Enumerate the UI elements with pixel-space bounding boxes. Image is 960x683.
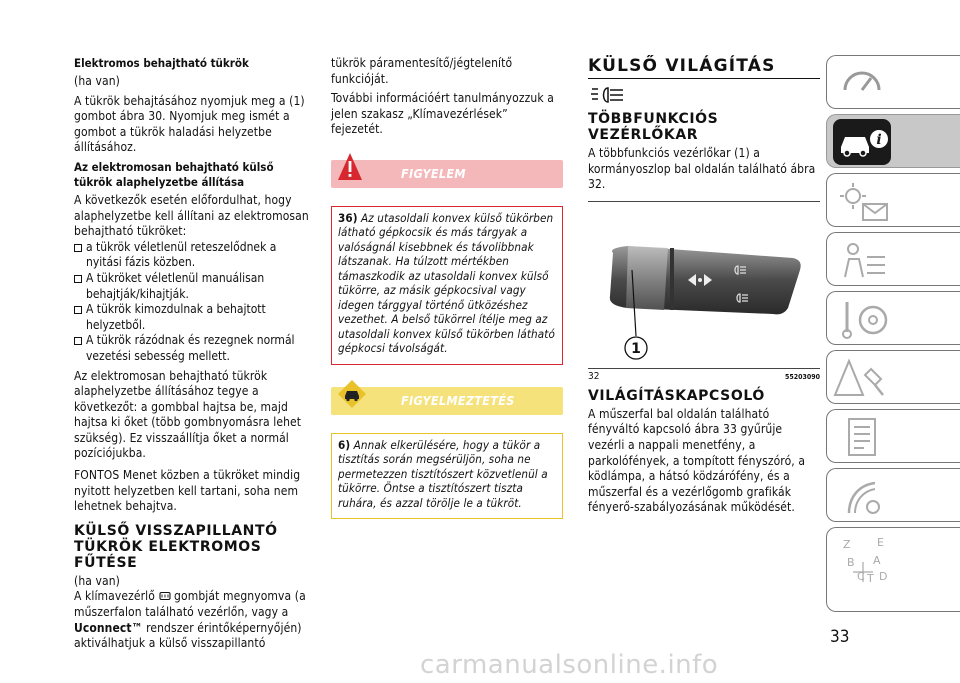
svg-text:B: B — [847, 556, 855, 569]
watermark: carmanualsonline.info — [420, 650, 719, 680]
svg-text:i: i — [876, 132, 882, 148]
list-item: A tükröket véletlenül manuálisan behajtják/kihajtják. — [74, 271, 310, 302]
svg-text:T: T — [867, 572, 874, 585]
safety-icon — [833, 237, 891, 283]
dashboard-icon — [833, 60, 891, 106]
svg-text:D: D — [879, 570, 888, 583]
sidebar-tab-vehicle-info[interactable] — [826, 114, 960, 168]
text-if-equipped: (ha van) — [74, 74, 120, 88]
list-item: A tükrök rázódnak és rezegnek normál vezetési sebesség mellett. — [74, 333, 310, 364]
checkbox-bullet-icon — [74, 337, 82, 345]
caution-car-icon — [337, 379, 367, 409]
emergency-icon — [833, 355, 891, 401]
figure-caption — [588, 371, 820, 382]
sidebar-tab-index[interactable] — [826, 527, 960, 612]
caution-box: 6) Annak elkerülésére, hogy a tükör a tisztítás során megsérüljön, soha ne permetezzen tisztítószert közvetlenül a tükörre. Öntse a tisztítószert tiszta ruhára, és azzal törölje le a tükröt. — [331, 433, 563, 520]
sidebar-tab-emergency[interactable] — [826, 350, 960, 404]
heading-folding-mirrors: Elektromos behajtható tükrök — [74, 56, 249, 70]
svg-text:C: C — [857, 570, 865, 583]
caution-header — [331, 379, 563, 427]
text-defrost-function: tükrök páramentesítő/jégtelenítő funkcióját. — [331, 56, 513, 86]
text-folding-instructions: A tükrök behajtásához nyomjuk meg a (1) gombot ábra 30. Nyomjuk meg ismét a gombot a tükrök haladási helyzetbe állításához. — [74, 93, 305, 155]
maintenance-icon — [833, 414, 891, 460]
text-more-info: További információért tanulmányozzuk a jelen szakasz „Klímavezérlések” fejezetét. — [331, 91, 554, 137]
svg-text:E: E — [877, 536, 884, 549]
text-light-switch: A műszerfal bal oldalán található fényváltó kapcsoló ábra 33 gyűrűje vezérli a nappali menetfény, a parkolófények, a tompított fényszóró, a ködlámpa, a hátsó ködzárófény, és a műszerfal és a vezérlőgomb grafikák fényerő-szabályozásának működését. — [588, 406, 806, 515]
column-1 — [74, 56, 310, 656]
page-number: 33 — [830, 627, 850, 647]
heading-multifunction-lever: TÖBBFUNKCIÓS VEZÉRLŐKAR — [588, 111, 719, 143]
sidebar-tab-warning-lights[interactable] — [826, 173, 960, 227]
checkbox-bullet-icon — [74, 275, 82, 283]
multimedia-icon — [833, 473, 891, 519]
figure-number: 32 — [588, 370, 600, 382]
sidebar-tab-safety[interactable] — [826, 232, 960, 286]
text-heated-mirror-instructions: A klímavezérlő gombját megnyomva (a műszerfalon található vezérlőn, vagy a Uconnect™ rendszer érintőképernyőjén) aktiválhatjuk a külső visszapillantó — [74, 589, 306, 651]
warning-label: FIGYELEM — [401, 165, 466, 181]
warning-header — [331, 152, 563, 200]
sidebar-tab-maintenance[interactable] — [826, 409, 960, 463]
alphabet-index-icon — [833, 532, 891, 608]
caution-label: FIGYELMEZTETÉS — [401, 392, 515, 408]
warning-box: 36) Az utasoldali konvex külső tükörben látható gépkocsik és más tárgyak a valóságnál kisebbnek és távolibbnak látszanak. Ha túlzott mértékben támaszkodik az utasoldali konvex külső tükörre, az másik gépkocsival vagy idegen tárggyal történő ütközéshez vezethet. A belső tükörrel ítélje meg az utasoldali konvex külső tükörben látható gépkocsi távolságát. — [331, 206, 563, 365]
car-info-icon — [833, 119, 891, 165]
warning-lights-icon — [833, 178, 891, 224]
checkbox-bullet-icon — [74, 244, 82, 252]
heading-heated-mirrors: KÜLSŐ VISSZAPILLANTÓ TÜKRÖK ELEKTROMOS FŰTÉSE — [74, 522, 278, 571]
steering-wheel-icon — [833, 296, 891, 342]
sidebar-tab-dashboard[interactable] — [826, 55, 960, 109]
text-reset-intro: A következők esetén előfordulhat, hogy alaphelyzetbe kell állítani az elektromosan behajtható tükröket: — [74, 192, 309, 239]
text-lever-location: A többfunkciós vezérlőkar (1) a kormányoszlop bal oldalán található ábra 32. — [588, 146, 816, 192]
text-if-equipped-2: (ha van) — [74, 573, 120, 588]
svg-text:A: A — [873, 554, 881, 567]
checkbox-bullet-icon — [74, 306, 82, 314]
column-2 — [331, 56, 563, 527]
figure-multifunction-lever — [588, 208, 814, 368]
list-item: A tükrök kimozdulnak a behajtott helyzetből. — [74, 302, 310, 333]
rear-defrost-icon — [159, 591, 171, 601]
lever-illustration — [588, 208, 814, 368]
sidebar-tab-driving[interactable] — [826, 291, 960, 345]
text-important-note: FONTOS Menet közben a tükröket mindig nyitott helyzetben kell tartani, soha nem lehetnek behajtva. — [74, 468, 301, 514]
column-3 — [588, 56, 820, 520]
headlight-icon — [588, 85, 626, 105]
warning-triangle-icon — [337, 152, 363, 182]
figure-code: 55203090 — [784, 372, 820, 381]
sidebar-tab-multimedia[interactable] — [826, 468, 960, 522]
text-reset-steps: Az elektromosan behajtható tükrök alaphelyzetbe állításához tegye a következőt: a gombbal hajtsa be, majd hajtsa ki őket (több gombnyomásra lehet szükség). Ez visszaállítja őket a normál pozíciójukba. — [74, 368, 302, 461]
heading-reset-mirrors: Az elektromosan behajtható külső tükrök alaphelyzetbe állítása — [74, 159, 274, 189]
callout-number: 1 — [631, 340, 641, 357]
section-title: KÜLSŐ VILÁGÍTÁS — [588, 56, 820, 79]
heading-light-switch: VILÁGÍTÁSKAPCSOLÓ — [588, 387, 765, 404]
list-item: a tükrök véletlenül reteszelődnek a nyitási fázis közben. — [74, 240, 310, 271]
svg-text:Z: Z — [843, 538, 851, 551]
